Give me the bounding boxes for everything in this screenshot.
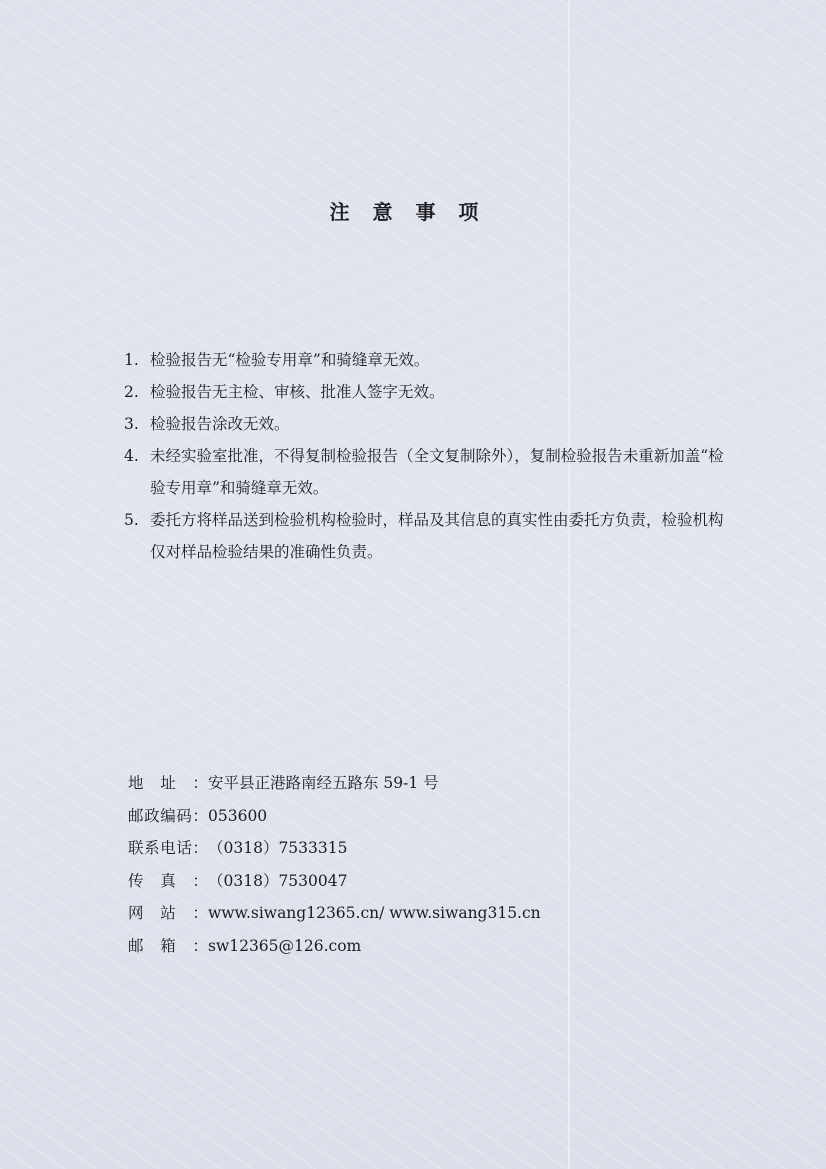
contact-row-website — [128, 897, 728, 930]
notice-text: 未经实验室批准，不得复制检验报告（全文复制除外），复制检验报告未重新加盖“检验专用章”和骑缝章无效。 — [150, 447, 724, 497]
postcode-label: 邮政编码： — [128, 806, 208, 825]
contact-row-address — [128, 767, 728, 800]
notice-item — [124, 408, 724, 440]
email-label: 邮箱： — [128, 936, 208, 955]
page-fold-line — [568, 0, 570, 1169]
postcode-value: 053600 — [208, 806, 268, 825]
website-label: 网站： — [128, 904, 208, 922]
fax-label: 传真： — [128, 871, 208, 890]
notices-list — [124, 344, 724, 568]
notice-number: 1. — [124, 351, 139, 369]
notice-number: 2. — [124, 383, 139, 401]
notice-item — [124, 376, 724, 408]
address-value: 安平县正港路南经五路东 59-1 号 — [208, 774, 439, 792]
notice-text: 检验报告无主检、审核、批准人签字无效。 — [150, 383, 445, 401]
notice-number: 5. — [124, 511, 139, 529]
page-title: 注 意 事 项 — [329, 200, 487, 224]
contact-row-fax — [128, 865, 728, 898]
contact-block — [128, 767, 728, 962]
notice-item — [124, 504, 724, 568]
phone-value: （0318）7533315 — [208, 839, 348, 857]
notice-text: 委托方将样品送到检验机构检验时，样品及其信息的真实性由委托方负责，检验机构仅对样品检验结果的准确性负责。 — [150, 511, 724, 561]
phone-label: 联系电话： — [128, 839, 208, 857]
contact-row-phone — [128, 832, 728, 865]
notice-number: 4. — [124, 447, 139, 465]
notice-text: 检验报告无“检验专用章”和骑缝章无效。 — [150, 351, 430, 369]
email-value: sw12365@126.com — [208, 936, 362, 955]
contact-row-email — [128, 930, 728, 963]
website-value: www.siwang12365.cn/ www.siwang315.cn — [208, 904, 541, 922]
notice-number: 3. — [124, 415, 139, 433]
notice-item — [124, 344, 724, 376]
contact-row-postcode — [128, 800, 728, 833]
notice-text: 检验报告涂改无效。 — [150, 415, 290, 433]
fax-value: （0318）7530047 — [208, 871, 348, 890]
address-label: 地址： — [128, 774, 208, 792]
notice-item — [124, 440, 724, 504]
